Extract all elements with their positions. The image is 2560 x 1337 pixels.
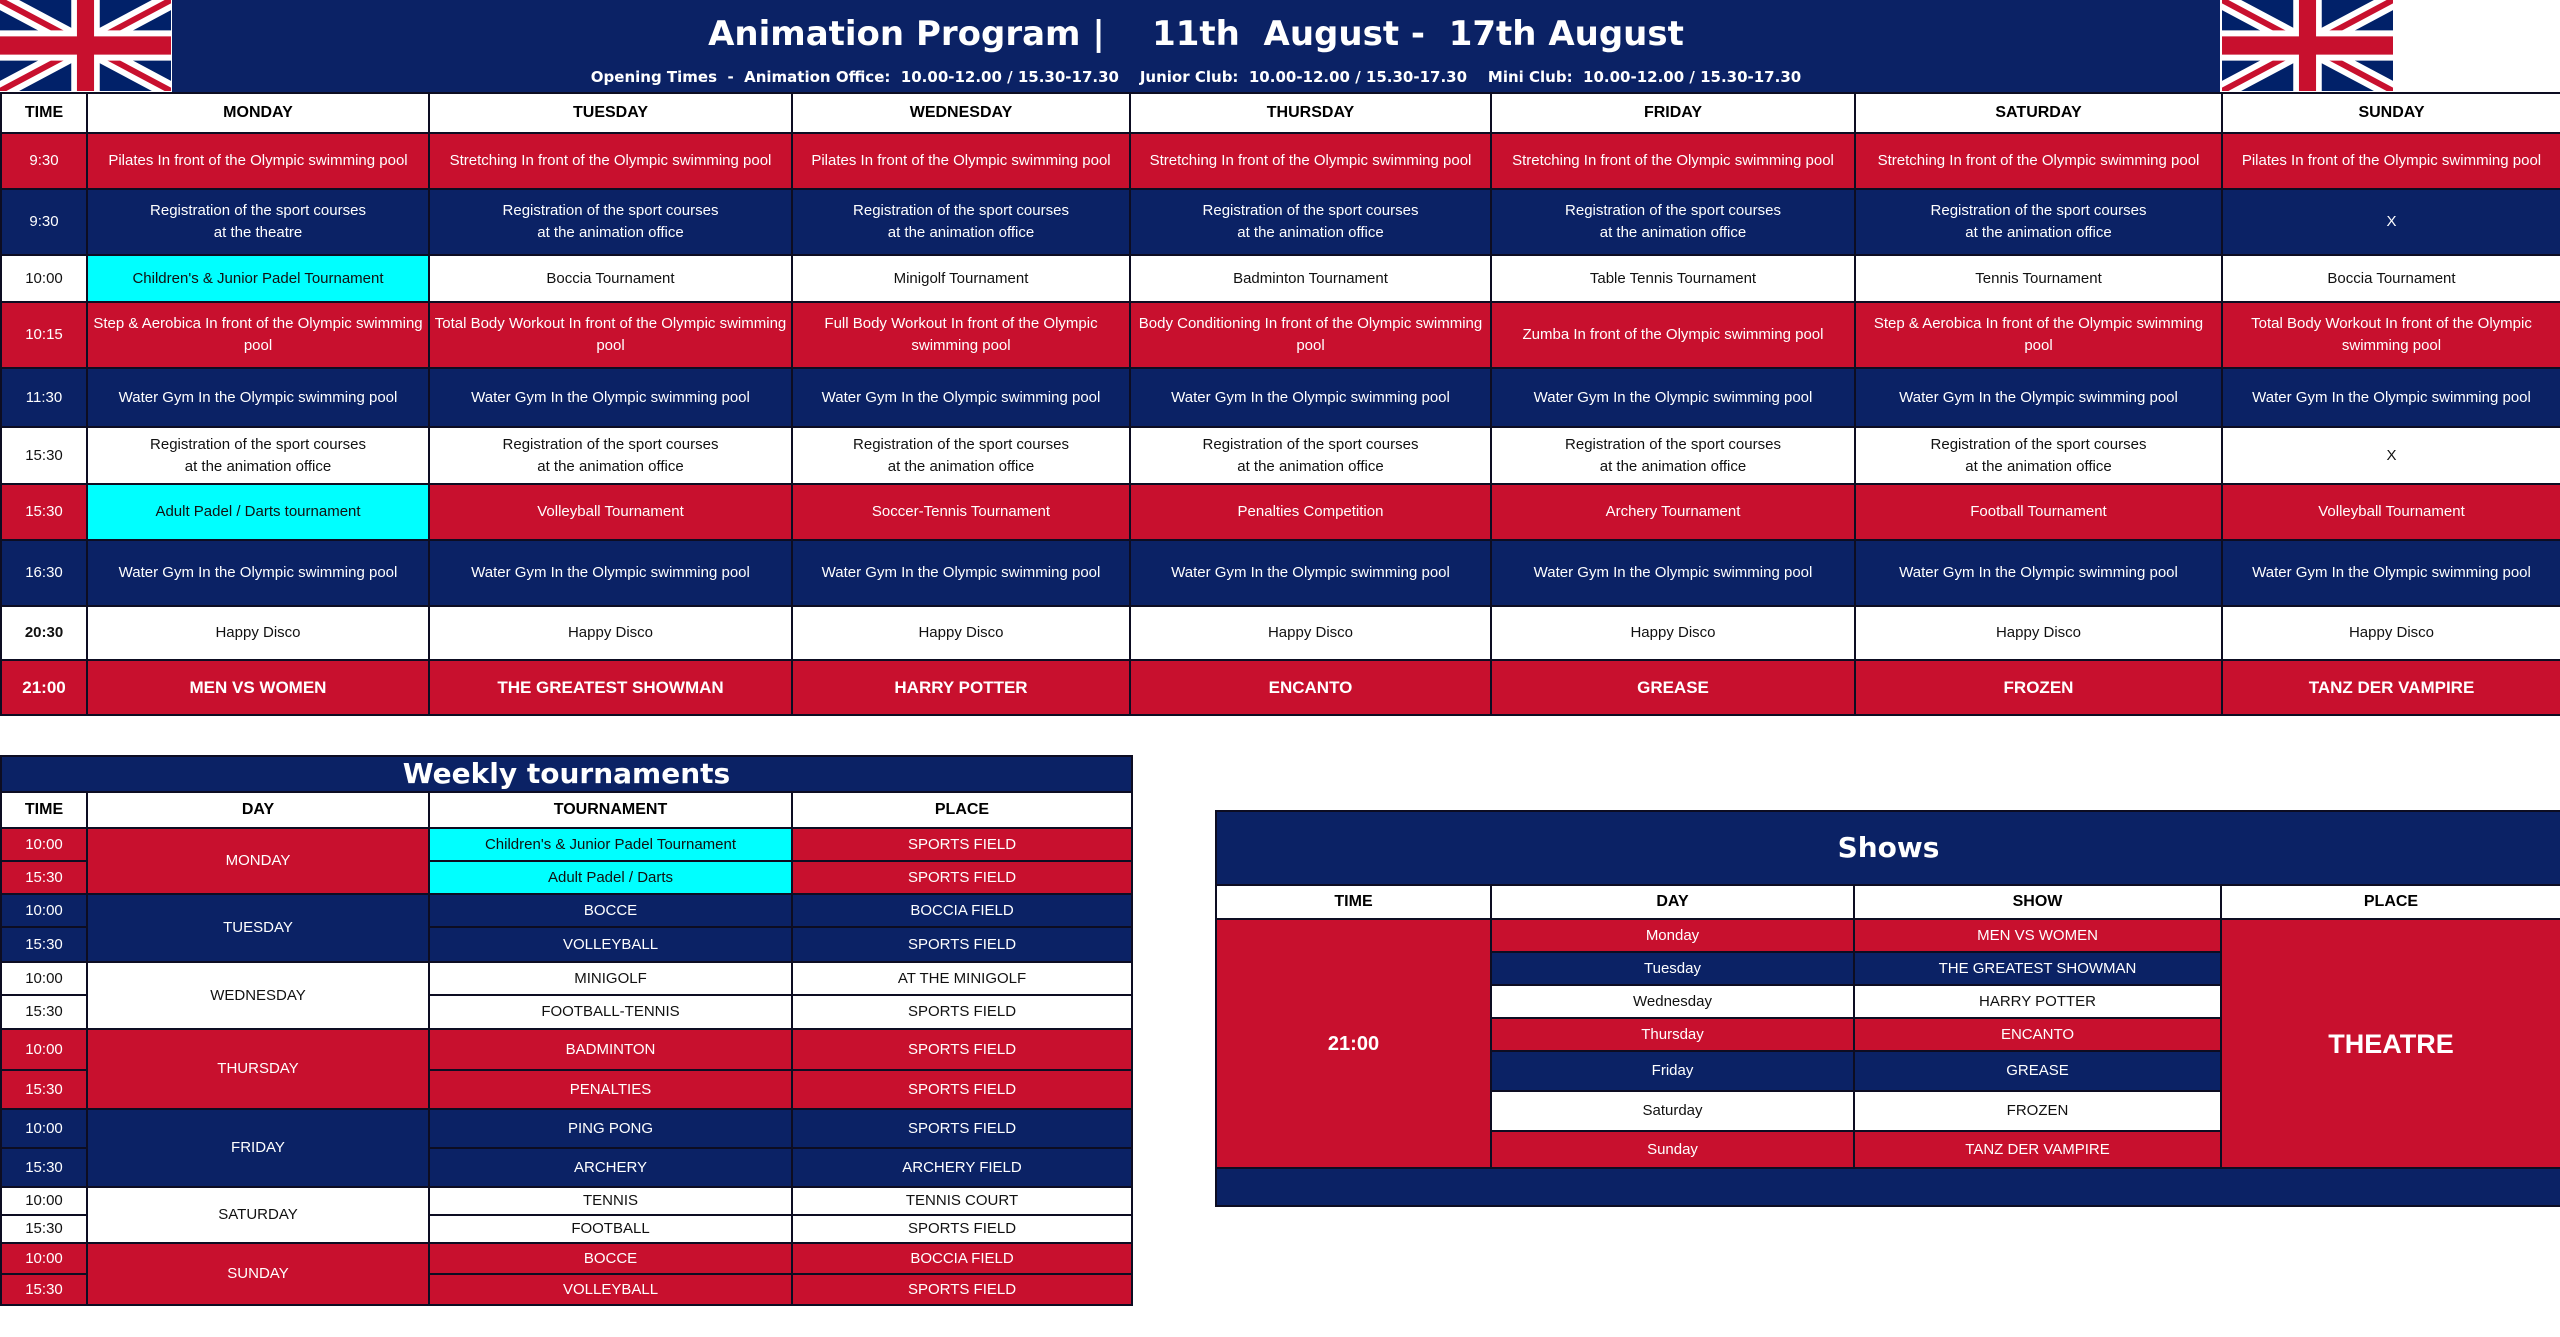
table-row xyxy=(1,962,1132,995)
activity-cell xyxy=(87,189,429,255)
column-header: TIME xyxy=(1216,885,1491,919)
activity-cell xyxy=(1491,189,1855,255)
activity-cell: Football Tournament xyxy=(1855,484,2222,540)
time-cell: 10:00 xyxy=(1,1029,87,1070)
time-cell: 15:30 xyxy=(1,1148,87,1187)
column-header: TOURNAMENT xyxy=(429,792,792,828)
activity-cell: Total Body Workout In front of the Olympic swimming pool xyxy=(429,302,792,368)
activity-cell: Water Gym In the Olympic swimming pool xyxy=(792,368,1130,427)
activity-cell: Body Conditioning In front of the Olympic swimming pool xyxy=(1130,302,1491,368)
schedule-row xyxy=(1,302,2560,368)
activity-cell: Water Gym In the Olympic swimming pool xyxy=(1130,368,1491,427)
activity-cell: X xyxy=(2222,189,2560,255)
activity-cell: Water Gym In the Olympic swimming pool xyxy=(792,540,1130,606)
show-cell: ENCANTO xyxy=(1130,660,1491,715)
activity-cell: Stretching In front of the Olympic swimming pool xyxy=(1491,133,1855,189)
tournament-cell: BADMINTON xyxy=(429,1029,792,1070)
time-cell: 21:00 xyxy=(1,660,87,715)
place-cell: SPORTS FIELD xyxy=(792,1070,1132,1109)
activity-line: at the animation office xyxy=(1237,224,1384,241)
table-row xyxy=(1,1187,1132,1215)
table-row xyxy=(1216,919,2560,952)
time-cell: 15:30 xyxy=(1,1274,87,1305)
activity-line: Registration of the sport courses xyxy=(1565,202,1781,219)
column-header: TIME xyxy=(1,93,87,133)
shows-header-row xyxy=(1216,885,2560,919)
activity-cell: Zumba In front of the Olympic swimming pool xyxy=(1491,302,1855,368)
tournament-cell: TENNIS xyxy=(429,1187,792,1215)
place-cell: AT THE MINIGOLF xyxy=(792,962,1132,995)
place-cell: SPORTS FIELD xyxy=(792,1215,1132,1243)
show-cell: HARRY POTTER xyxy=(1854,985,2221,1018)
activity-cell: Step & Aerobica In front of the Olympic swimming pool xyxy=(1855,302,2222,368)
activity-cell: Pilates In front of the Olympic swimming pool xyxy=(2222,133,2560,189)
column-header: WEDNESDAY xyxy=(792,93,1130,133)
activity-cell: Stretching In front of the Olympic swimming pool xyxy=(1130,133,1491,189)
activity-line: Registration of the sport courses xyxy=(853,435,1069,453)
time-cell: 15:30 xyxy=(1,1070,87,1109)
activity-cell: Adult Padel / Darts tournament xyxy=(87,484,429,540)
activity-line: at the animation office xyxy=(1965,457,2112,475)
activity-cell: Happy Disco xyxy=(429,606,792,660)
day-cell: Sunday xyxy=(1491,1131,1854,1168)
activity-cell: Volleyball Tournament xyxy=(429,484,792,540)
activity-cell: Volleyball Tournament xyxy=(2222,484,2560,540)
activity-line: at the animation office xyxy=(1599,224,1747,241)
tournament-cell: ARCHERY xyxy=(429,1148,792,1187)
day-cell: Monday xyxy=(1491,919,1854,952)
column-header: SATURDAY xyxy=(1855,93,2222,133)
day-cell: Saturday xyxy=(1491,1091,1854,1131)
tournament-cell: VOLLEYBALL xyxy=(429,927,792,962)
activity-cell xyxy=(1855,189,2222,255)
place-cell: TENNIS COURT xyxy=(792,1187,1132,1215)
activity-line: Registration of the sport courses xyxy=(1930,435,2147,453)
show-cell: TANZ DER VAMPIRE xyxy=(1854,1131,2221,1168)
show-cell: THE GREATEST SHOWMAN xyxy=(1854,952,2221,985)
activity-line: Registration of the sport courses xyxy=(150,202,366,219)
day-cell: SATURDAY xyxy=(87,1187,429,1243)
page-header xyxy=(172,0,2220,92)
schedule-row xyxy=(1,484,2560,540)
activity-cell: Water Gym In the Olympic swimming pool xyxy=(1855,368,2222,427)
activity-cell: Pilates In front of the Olympic swimming pool xyxy=(87,133,429,189)
activity-line: Registration of the sport courses xyxy=(1202,435,1419,453)
tournament-cell: Children's & Junior Padel Tournament xyxy=(429,828,792,861)
show-cell: ENCANTO xyxy=(1854,1018,2221,1051)
day-cell: SUNDAY xyxy=(87,1243,429,1305)
tournament-cell: Adult Padel / Darts xyxy=(429,861,792,894)
time-cell: 16:30 xyxy=(1,540,87,606)
activity-cell: Water Gym In the Olympic swimming pool xyxy=(87,368,429,427)
uk-flag-icon xyxy=(2222,0,2393,91)
activity-cell: Water Gym In the Olympic swimming pool xyxy=(1491,368,1855,427)
column-header: TUESDAY xyxy=(429,93,792,133)
column-header: MONDAY xyxy=(87,93,429,133)
place-cell: SPORTS FIELD xyxy=(792,1109,1132,1148)
activity-cell: Happy Disco xyxy=(1491,606,1855,660)
activity-cell: Boccia Tournament xyxy=(429,255,792,302)
time-cell: 20:30 xyxy=(1,606,87,660)
activity-cell: Minigolf Tournament xyxy=(792,255,1130,302)
activity-line: Registration of the sport courses xyxy=(1565,435,1781,453)
activity-line: at the animation office xyxy=(1237,457,1384,475)
time-cell: 10:00 xyxy=(1,1243,87,1274)
activity-cell: Water Gym In the Olympic swimming pool xyxy=(429,368,792,427)
activity-cell: Soccer-Tennis Tournament xyxy=(792,484,1130,540)
activity-cell: Happy Disco xyxy=(87,606,429,660)
activity-cell: Happy Disco xyxy=(2222,606,2560,660)
day-cell: Friday xyxy=(1491,1051,1854,1091)
activity-cell: Penalties Competition xyxy=(1130,484,1491,540)
show-cell: THE GREATEST SHOWMAN xyxy=(429,660,792,715)
activity-cell xyxy=(1855,427,2222,484)
show-cell: FROZEN xyxy=(1855,660,2222,715)
column-header: SHOW xyxy=(1854,885,2221,919)
place-cell: BOCCIA FIELD xyxy=(792,1243,1132,1274)
tournament-cell: BOCCE xyxy=(429,894,792,927)
column-header: DAY xyxy=(87,792,429,828)
column-header: TIME xyxy=(1,792,87,828)
activity-cell xyxy=(1130,189,1491,255)
activity-cell: Happy Disco xyxy=(792,606,1130,660)
activity-cell: Tennis Tournament xyxy=(1855,255,2222,302)
show-cell: HARRY POTTER xyxy=(792,660,1130,715)
table-row xyxy=(1,1029,1132,1070)
activity-cell: Water Gym In the Olympic swimming pool xyxy=(1491,540,1855,606)
activity-line: Registration of the sport courses xyxy=(853,202,1069,219)
place-cell: BOCCIA FIELD xyxy=(792,894,1132,927)
schedule-row xyxy=(1,660,2560,715)
column-header: SUNDAY xyxy=(2222,93,2560,133)
activity-line: at the animation office xyxy=(887,457,1035,475)
table-row xyxy=(1,894,1132,927)
weekly-tournaments-table xyxy=(0,755,1133,1306)
place-cell: SPORTS FIELD xyxy=(792,861,1132,894)
place-cell: SPORTS FIELD xyxy=(792,927,1132,962)
activity-cell: Pilates In front of the Olympic swimming pool xyxy=(792,133,1130,189)
show-time-cell: 21:00 xyxy=(1216,919,1491,1168)
show-cell: GREASE xyxy=(1854,1051,2221,1091)
time-cell: 15:30 xyxy=(1,427,87,484)
tournament-cell: FOOTBALL xyxy=(429,1215,792,1243)
activity-cell: X xyxy=(2222,427,2560,484)
activity-line: at the animation office xyxy=(537,224,684,241)
tournament-cell: BOCCE xyxy=(429,1243,792,1274)
time-cell: 15:30 xyxy=(1,927,87,962)
tournament-cell: FOOTBALL-TENNIS xyxy=(429,995,792,1029)
activity-cell: Water Gym In the Olympic swimming pool xyxy=(1855,540,2222,606)
page-title: Animation Program | 11th August - 17th August xyxy=(708,14,1684,54)
place-cell: SPORTS FIELD xyxy=(792,1029,1132,1070)
activity-cell: Badminton Tournament xyxy=(1130,255,1491,302)
column-header: PLACE xyxy=(2221,885,2560,919)
show-cell: GREASE xyxy=(1491,660,1855,715)
column-header: FRIDAY xyxy=(1491,93,1855,133)
place-cell: SPORTS FIELD xyxy=(792,995,1132,1029)
time-cell: 10:00 xyxy=(1,962,87,995)
show-cell: TANZ DER VAMPIRE xyxy=(2222,660,2560,715)
activity-line: Registration of the sport courses xyxy=(150,435,366,453)
tournament-cell: PENALTIES xyxy=(429,1070,792,1109)
time-cell: 10:00 xyxy=(1,828,87,861)
schedule-row xyxy=(1,606,2560,660)
day-cell: FRIDAY xyxy=(87,1109,429,1187)
activity-cell: Water Gym In the Olympic swimming pool xyxy=(87,540,429,606)
activity-cell xyxy=(429,427,792,484)
day-cell: WEDNESDAY xyxy=(87,962,429,1029)
day-cell: Thursday xyxy=(1491,1018,1854,1051)
weekly-schedule-table xyxy=(0,92,2560,716)
place-cell: SPORTS FIELD xyxy=(792,828,1132,861)
activity-cell xyxy=(87,427,429,484)
time-cell: 10:00 xyxy=(1,894,87,927)
activity-cell: Water Gym In the Olympic swimming pool xyxy=(2222,540,2560,606)
time-cell: 10:00 xyxy=(1,1187,87,1215)
activity-cell xyxy=(429,189,792,255)
tournament-cell: MINIGOLF xyxy=(429,962,792,995)
time-cell: 15:30 xyxy=(1,995,87,1029)
table-row xyxy=(1,828,1132,861)
activity-line: at the animation office xyxy=(537,457,684,475)
activity-cell xyxy=(792,189,1130,255)
activity-line: at the animation office xyxy=(184,457,332,475)
opening-times: Opening Times - Animation Office: 10.00-12.00 / 15.30-17.30 Junior Club: 10.00-12.00 / 15.30-17.30 Mini Club: 10.00-12.00 / 15.30-17.30 xyxy=(590,68,1802,86)
time-cell: 9:30 xyxy=(1,189,87,255)
activity-line: at the animation office xyxy=(1965,224,2112,241)
activity-cell: Stretching In front of the Olympic swimming pool xyxy=(1855,133,2222,189)
tournament-cell: PING PONG xyxy=(429,1109,792,1148)
activity-cell: Children's & Junior Padel Tournament xyxy=(87,255,429,302)
time-cell: 10:00 xyxy=(1,1109,87,1148)
activity-cell: Stretching In front of the Olympic swimming pool xyxy=(429,133,792,189)
activity-cell xyxy=(1130,427,1491,484)
activity-cell: Happy Disco xyxy=(1130,606,1491,660)
place-cell: SPORTS FIELD xyxy=(792,1274,1132,1305)
show-place-cell: THEATRE xyxy=(2221,919,2560,1168)
activity-cell: Water Gym In the Olympic swimming pool xyxy=(1130,540,1491,606)
column-header: DAY xyxy=(1491,885,1854,919)
time-cell: 10:00 xyxy=(1,255,87,302)
column-header: PLACE xyxy=(792,792,1132,828)
place-cell: ARCHERY FIELD xyxy=(792,1148,1132,1187)
shows-table xyxy=(1215,810,2560,1207)
schedule-row xyxy=(1,540,2560,606)
activity-line: at the animation office xyxy=(1599,457,1747,475)
activity-cell: Total Body Workout In front of the Olympic swimming pool xyxy=(2222,302,2560,368)
activity-cell: Step & Aerobica In front of the Olympic swimming pool xyxy=(87,302,429,368)
activity-cell: Archery Tournament xyxy=(1491,484,1855,540)
schedule-row xyxy=(1,189,2560,255)
schedule-row xyxy=(1,368,2560,427)
time-cell: 11:30 xyxy=(1,368,87,427)
show-cell: MEN VS WOMEN xyxy=(87,660,429,715)
day-cell: TUESDAY xyxy=(87,894,429,962)
time-cell: 15:30 xyxy=(1,484,87,540)
activity-line: Registration of the sport courses xyxy=(502,435,719,453)
activity-cell xyxy=(792,427,1130,484)
activity-line: Registration of the sport courses xyxy=(1202,202,1419,219)
schedule-row xyxy=(1,133,2560,189)
table-row xyxy=(1,1243,1132,1274)
footer-band xyxy=(1216,1168,2560,1206)
tournaments-header-row xyxy=(1,792,1132,828)
day-cell: MONDAY xyxy=(87,828,429,894)
day-cell: THURSDAY xyxy=(87,1029,429,1109)
show-cell: MEN VS WOMEN xyxy=(1854,919,2221,952)
uk-flag-icon xyxy=(0,0,171,91)
schedule-row xyxy=(1,255,2560,302)
activity-cell: Happy Disco xyxy=(1855,606,2222,660)
column-header: THURSDAY xyxy=(1130,93,1491,133)
activity-cell: Boccia Tournament xyxy=(2222,255,2560,302)
shows-title: Shows xyxy=(1216,811,2560,885)
schedule-header-row xyxy=(1,93,2560,133)
activity-cell: Full Body Workout In front of the Olympic swimming pool xyxy=(792,302,1130,368)
show-cell: FROZEN xyxy=(1854,1091,2221,1131)
shows-footer-bar xyxy=(1216,1168,2560,1206)
activity-line: Registration of the sport courses xyxy=(502,202,719,219)
schedule-row xyxy=(1,427,2560,484)
activity-cell: Water Gym In the Olympic swimming pool xyxy=(2222,368,2560,427)
day-cell: Wednesday xyxy=(1491,985,1854,1018)
tournament-cell: VOLLEYBALL xyxy=(429,1274,792,1305)
time-cell: 9:30 xyxy=(1,133,87,189)
activity-line: at the animation office xyxy=(887,224,1035,241)
time-cell: 15:30 xyxy=(1,861,87,894)
tournaments-title: Weekly tournaments xyxy=(1,756,1132,792)
time-cell: 15:30 xyxy=(1,1215,87,1243)
activity-line: at the theatre xyxy=(213,224,303,241)
activity-cell: Water Gym In the Olympic swimming pool xyxy=(429,540,792,606)
activity-cell: Table Tennis Tournament xyxy=(1491,255,1855,302)
day-cell: Tuesday xyxy=(1491,952,1854,985)
activity-cell xyxy=(1491,427,1855,484)
activity-line: Registration of the sport courses xyxy=(1930,202,2147,219)
time-cell: 10:15 xyxy=(1,302,87,368)
table-row xyxy=(1,1109,1132,1148)
